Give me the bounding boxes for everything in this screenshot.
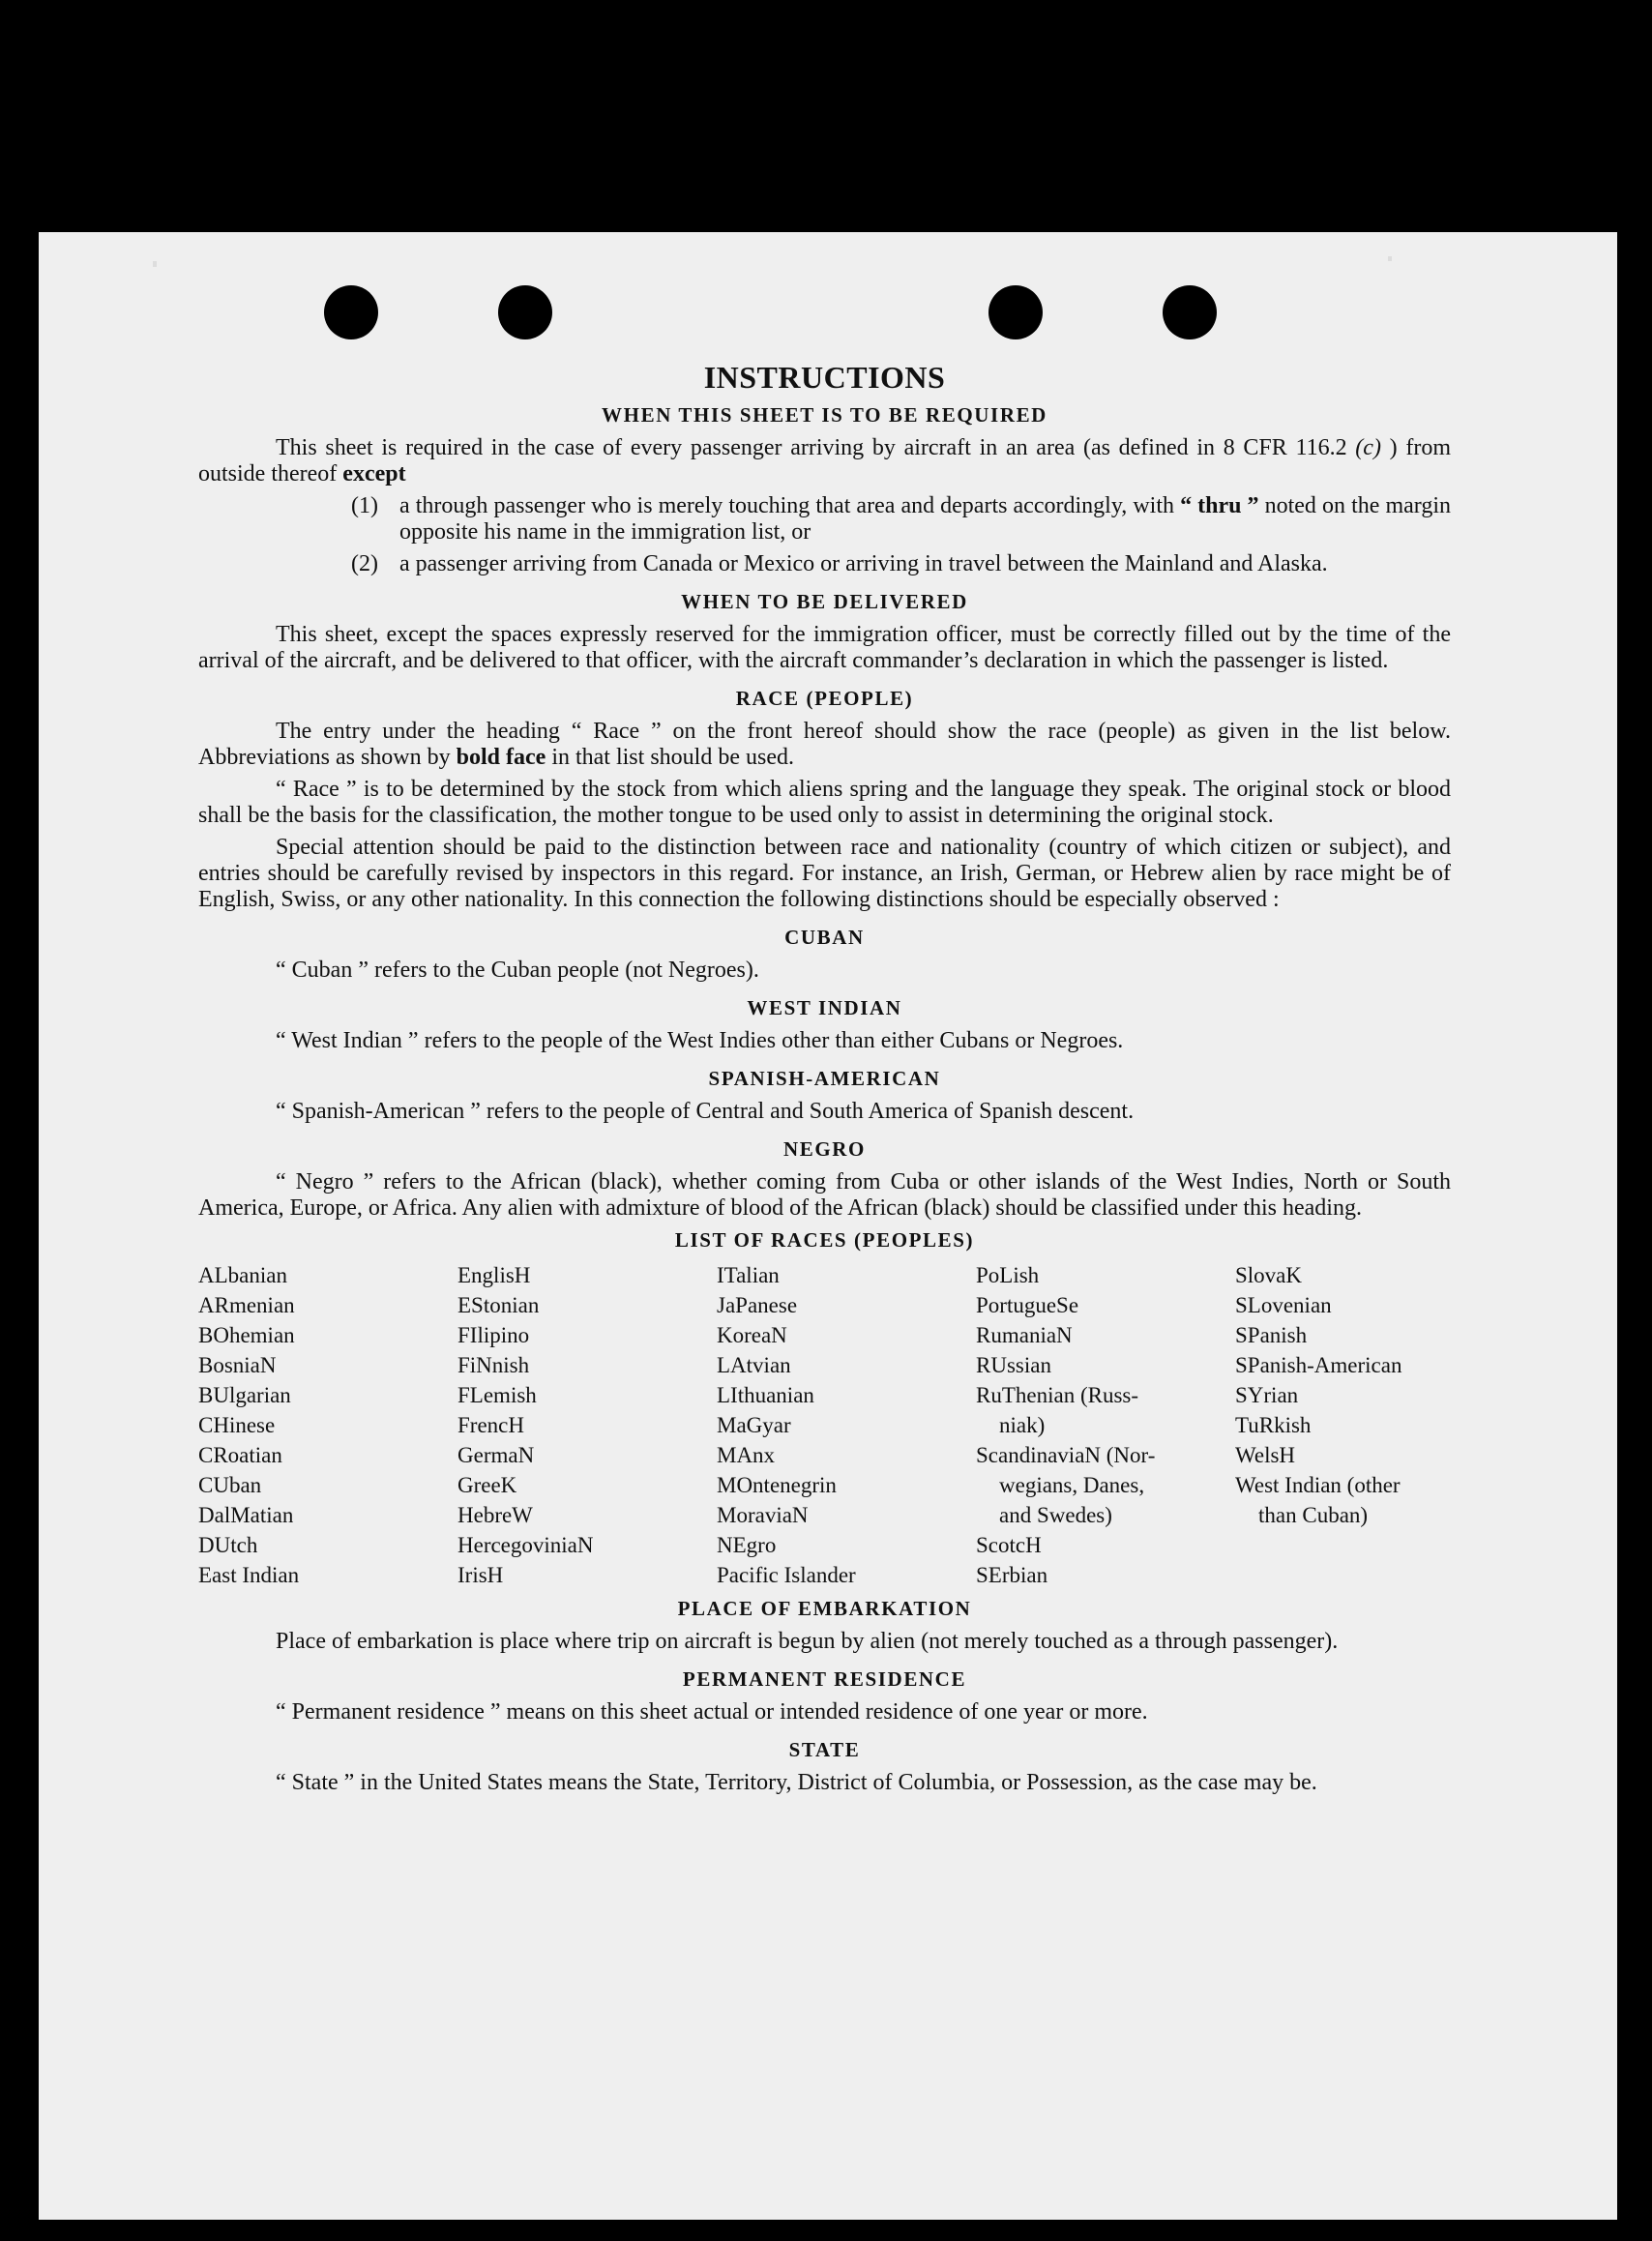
race-entry: CRoatian [198, 1443, 282, 1467]
race-entry: LIthuanian [717, 1383, 814, 1407]
state-text: “ State ” in the United States means the State, Territory, District of Columbia, or Possession, as the case may be. [276, 1770, 1317, 1795]
race-entry: SLovenian [1235, 1293, 1332, 1317]
exception-item-2: (2) a passenger arriving from Canada or Mexico or arriving in travel between the Mainland and Alaska. [351, 551, 1328, 576]
punch-hole-icon [324, 285, 378, 339]
race-entry: SPanish [1235, 1323, 1308, 1347]
race-column [198, 1260, 457, 1590]
exception-item-1: (1) a through passenger who is merely touching that area and departs accordingly, with “ thru ” noted on the margin opposite his name in the immigration list, or [351, 493, 1452, 545]
section-heading-embarkation: PLACE OF EMBARKATION [677, 1597, 972, 1620]
race-entry: ALbanian [198, 1263, 287, 1287]
section-heading-required: WHEN THIS SHEET IS TO BE REQUIRED [602, 403, 1047, 427]
race-entry: GreeK [457, 1473, 517, 1497]
race-entry: SYrian [1235, 1383, 1299, 1407]
race-entry: SlovaK [1235, 1263, 1302, 1287]
document-page [39, 232, 1617, 2220]
race-entry: LAtvian [717, 1353, 791, 1377]
race-entry: wegians, Danes, [999, 1473, 1145, 1497]
race-column [457, 1260, 717, 1590]
section-heading-residence: PERMANENT RESIDENCE [682, 1667, 967, 1691]
instructions-content [198, 358, 1451, 1802]
race-entry: MOntenegrin [717, 1473, 837, 1497]
residence-text: “ Permanent residence ” means on this sheet actual or intended residence of one year or more. [276, 1699, 1148, 1725]
race-entry: PortugueSe [976, 1293, 1079, 1317]
punch-hole-icon [498, 285, 552, 339]
race-entry: RumaniaN [976, 1323, 1073, 1347]
embarkation-text: Place of embarkation is place where trip on aircraft is begun by alien (not merely touched as a through passenger). [276, 1629, 1339, 1654]
race-entry: WelsH [1235, 1443, 1296, 1467]
race-paragraph-3: Special attention should be paid to the distinction between race and nationality (country of which citizen or subject), and entries should be carefully revised by inspectors in this regard. For instance, an Irish, German, or Hebrew alien by race might be of English, Swiss, or any other nationality. In this connection the following distinctions should be especially observed : [198, 835, 1451, 912]
race-entry: SPanish-American [1235, 1353, 1402, 1377]
race-entry: FLemish [457, 1383, 537, 1407]
race-entry: BOhemian [198, 1323, 295, 1347]
punch-hole-icon [1163, 285, 1217, 339]
section-heading-spanish-american: SPANISH-AMERICAN [708, 1067, 941, 1090]
race-entry: BosniaN [198, 1353, 277, 1377]
section-heading-race: RACE (PEOPLE) [735, 687, 914, 710]
race-entry: IrisH [457, 1563, 504, 1587]
race-entry: ScandinaviaN (Nor- [976, 1443, 1156, 1467]
race-entry: and Swedes) [999, 1503, 1112, 1527]
race-list [198, 1260, 1451, 1590]
race-entry: GermaN [457, 1443, 535, 1467]
scan-speck [1388, 256, 1392, 261]
section-heading-west-indian: WEST INDIAN [747, 996, 902, 1019]
race-entry: DalMatian [198, 1503, 294, 1527]
delivered-text: This sheet, except the spaces expressly reserved for the immigration officer, must be correctly filled out by the time of the arrival of the aircraft, and be delivered to that officer, with the aircraft commander’s declaration in which the passenger is listed. [198, 622, 1451, 673]
race-entry: DUtch [198, 1533, 258, 1557]
race-entry: FiNnish [457, 1353, 530, 1377]
race-entry: ScotcH [976, 1533, 1042, 1557]
section-heading-negro: NEGRO [782, 1137, 866, 1161]
race-entry: SErbian [976, 1563, 1048, 1587]
race-paragraph-1: The entry under the heading “ Race ” on the front hereof should show the race (people) as given in the list below. Abbreviations as shown by bold face in that list should be used. [198, 719, 1451, 770]
race-entry: HebreW [457, 1503, 533, 1527]
spanish-american-text: “ Spanish-American ” refers to the people of Central and South America of Spanish descent. [276, 1099, 1135, 1124]
race-entry: Pacific Islander [717, 1563, 856, 1587]
race-entry: KoreaN [717, 1323, 787, 1347]
section-heading-list-of-races: LIST OF RACES (PEOPLES) [674, 1228, 975, 1252]
punch-hole-icon [988, 285, 1043, 339]
page-title: INSTRUCTIONS [703, 360, 946, 395]
race-entry: BUlgarian [198, 1383, 291, 1407]
race-entry: MoraviaN [717, 1503, 809, 1527]
race-entry: CHinese [198, 1413, 276, 1437]
required-intro: This sheet is required in the case of every passenger arriving by aircraft in an area (as defined in 8 CFR 116.2 (c) ) from outside thereof except [198, 435, 1451, 487]
section-heading-delivered: WHEN TO BE DELIVERED [681, 590, 968, 613]
scan-border-top [0, 0, 1652, 232]
race-entry: MAnx [717, 1443, 776, 1467]
race-entry: EnglisH [457, 1263, 531, 1287]
race-entry: EStonian [457, 1293, 540, 1317]
race-entry: East Indian [198, 1563, 300, 1587]
race-column [717, 1260, 976, 1590]
race-entry: JaPanese [717, 1293, 798, 1317]
race-column [976, 1260, 1235, 1590]
west-indian-text: “ West Indian ” refers to the people of the West Indies other than either Cubans or Negroes. [276, 1028, 1124, 1053]
race-entry: NEgro [717, 1533, 777, 1557]
race-entry: FIlipino [457, 1323, 530, 1347]
race-entry: CUban [198, 1473, 262, 1497]
race-entry: FrencH [457, 1413, 524, 1437]
race-entry: RUssian [976, 1353, 1051, 1377]
negro-text: “ Negro ” refers to the African (black), whether coming from Cuba or other islands of the West Indies, North or South America, Europe, or Africa. Any alien with admixture of blood of the African (black) should be classified under this heading. [198, 1169, 1451, 1221]
race-entry: ARmenian [198, 1293, 295, 1317]
race-paragraph-2: “ Race ” is to be determined by the stock from which aliens spring and the language they speak. The original stock or blood shall be the basis for the classification, the mother tongue to be used only to assist in determining the original stock. [198, 777, 1451, 828]
race-entry: than Cuban) [1258, 1503, 1369, 1527]
cuban-text: “ Cuban ” refers to the Cuban people (not Negroes). [276, 958, 759, 983]
scan-speck [153, 261, 157, 267]
section-heading-state: STATE [788, 1738, 861, 1761]
section-heading-cuban: CUBAN [784, 926, 865, 949]
race-entry: PoLish [976, 1263, 1040, 1287]
race-entry: TuRkish [1235, 1413, 1312, 1437]
race-entry: West Indian (other [1235, 1473, 1401, 1497]
race-entry: MaGyar [717, 1413, 791, 1437]
race-column [1235, 1260, 1451, 1590]
race-entry: niak) [999, 1413, 1046, 1437]
race-entry: RuThenian (Russ- [976, 1383, 1139, 1407]
race-entry: ITalian [717, 1263, 780, 1287]
race-entry: HercegoviniaN [457, 1533, 594, 1557]
